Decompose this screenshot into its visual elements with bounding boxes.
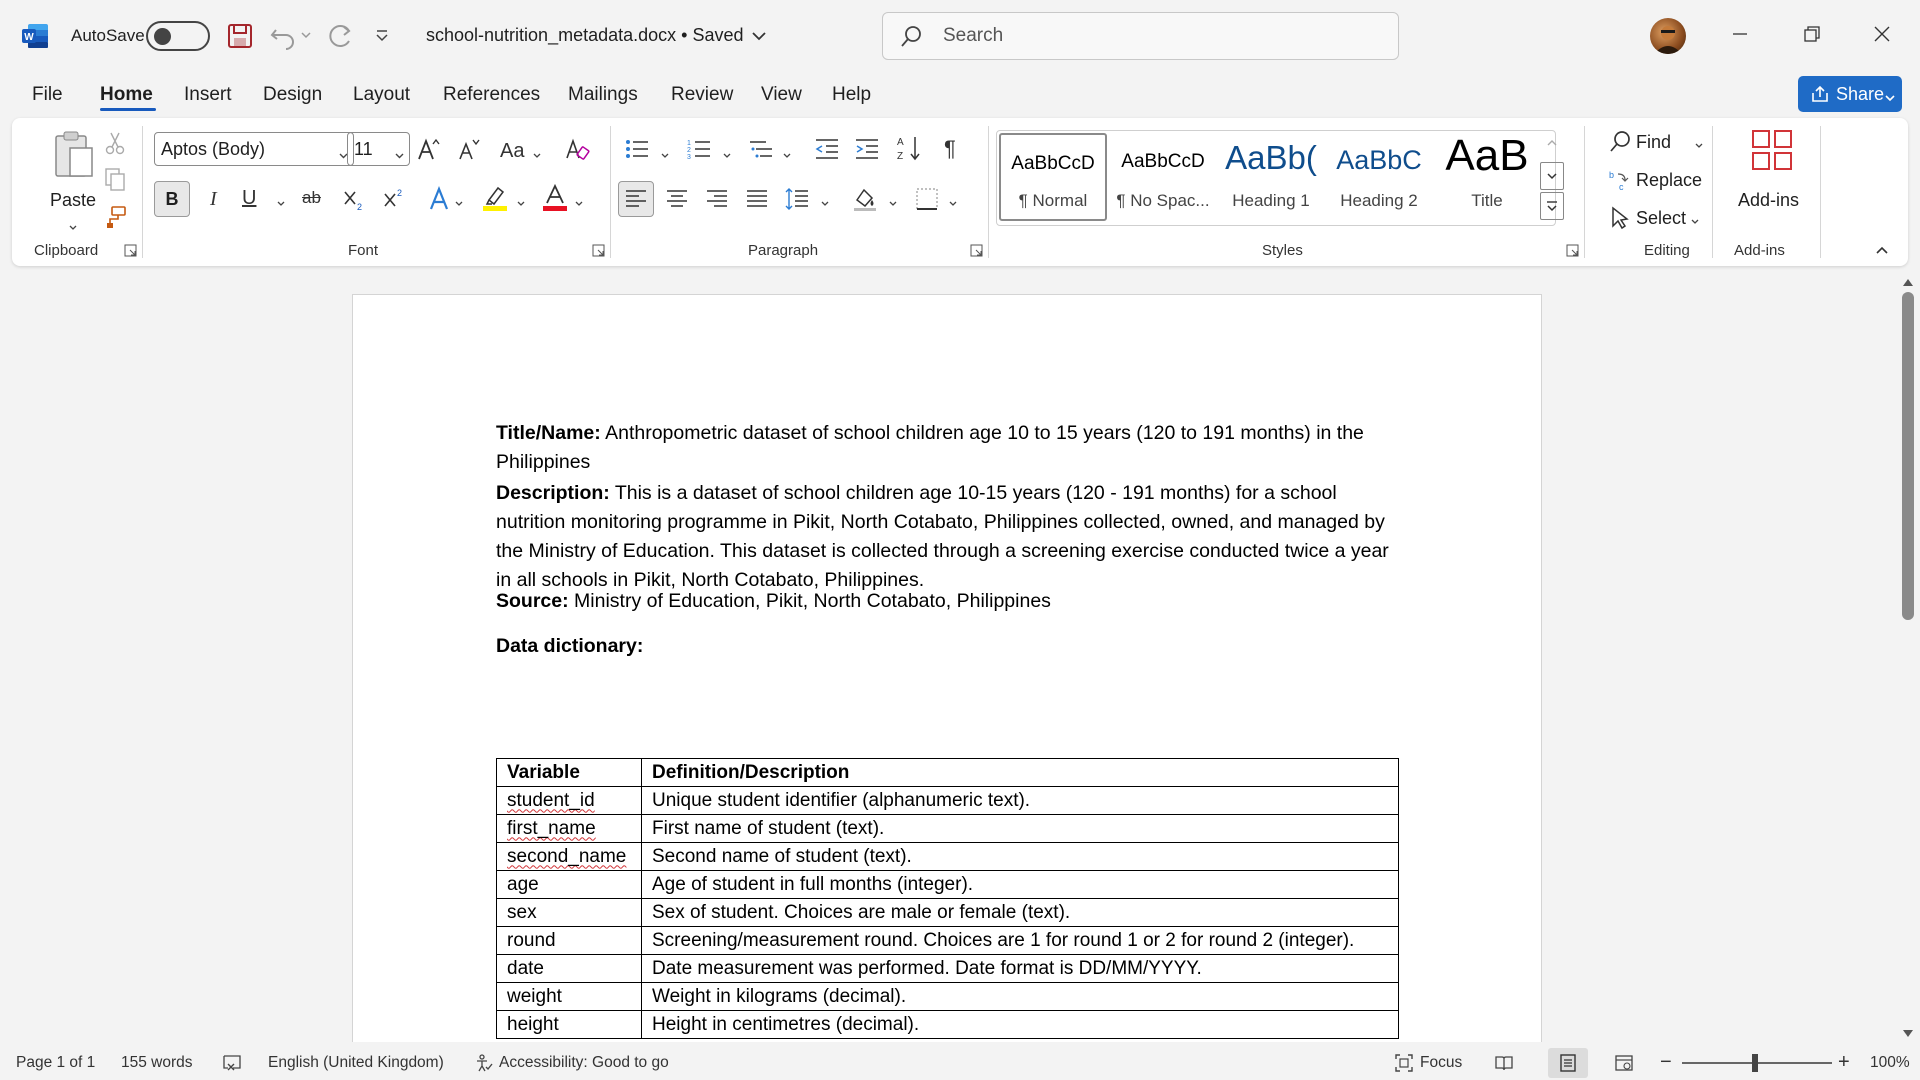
format-painter-icon[interactable] (102, 204, 128, 230)
style-no-spacing[interactable] (1109, 131, 1217, 225)
table-cell[interactable]: Unique student identifier (alphanumeric text). (642, 787, 1399, 815)
styles-gallery[interactable] (996, 130, 1556, 226)
style-name: ¶ Normal (1018, 191, 1088, 210)
document-canvas (0, 270, 1900, 1042)
svg-text:2: 2 (397, 188, 403, 198)
svg-text:3: 3 (687, 154, 691, 161)
chevron-down-icon[interactable] (300, 28, 312, 40)
search-input[interactable] (943, 23, 1363, 49)
add-ins-label: Add-ins (1738, 190, 1800, 210)
table-cell[interactable]: height (497, 1011, 642, 1039)
multilevel-list-icon[interactable] (748, 136, 774, 162)
paragraph-group-label: Paragraph (748, 242, 819, 259)
style-heading-2[interactable] (1325, 131, 1433, 225)
vertical-scrollbar[interactable] (1900, 270, 1920, 1042)
chevron-down-icon (394, 145, 405, 156)
table-row (497, 843, 1399, 871)
chevron-down-icon (68, 220, 78, 230)
change-case-button[interactable]: Aa (500, 140, 525, 162)
tab-design[interactable]: Design (263, 84, 323, 105)
line-spacing-icon[interactable] (784, 186, 810, 212)
table-header-cell[interactable]: Variable (497, 759, 642, 787)
share-button[interactable] (1798, 76, 1902, 112)
chevron-down-icon[interactable] (888, 196, 898, 206)
dictionary-label: Data dictionary: (496, 635, 644, 657)
chevron-down-icon[interactable] (660, 148, 670, 158)
chevron-down-icon[interactable] (574, 196, 584, 206)
gallery-more-icon[interactable] (1540, 192, 1564, 220)
customize-toolbar-icon[interactable] (372, 27, 392, 45)
style-sample: AaBbCcD (1011, 153, 1095, 174)
tab-help[interactable]: Help (832, 84, 872, 105)
tab-home[interactable]: Home (100, 84, 153, 105)
bold-button[interactable]: B (154, 181, 190, 217)
search-icon (1608, 130, 1632, 159)
tab-file[interactable]: File (32, 84, 63, 105)
read-mode-icon[interactable] (1494, 1053, 1514, 1073)
shrink-font-icon[interactable] (456, 136, 482, 162)
scrollbar-thumb[interactable] (1902, 292, 1914, 620)
table-header-cell[interactable]: Definition/Description (642, 759, 1399, 787)
ribbon-separator (1584, 126, 1585, 258)
chevron-down-icon[interactable] (276, 196, 286, 206)
ribbon-tabs (0, 78, 1920, 114)
autosave-label: AutoSave (71, 26, 145, 45)
table-cell[interactable]: date (497, 955, 642, 983)
source-label: Source: (496, 590, 569, 612)
svg-text:b: b (1609, 170, 1615, 180)
svg-text:2: 2 (687, 147, 691, 154)
svg-text:2: 2 (357, 202, 363, 212)
find-button[interactable] (1596, 128, 1716, 156)
proofing-icon[interactable] (222, 1053, 242, 1073)
table-header-row (497, 759, 1399, 787)
document-title[interactable]: school-nutrition_metadata.docx • Saved (426, 25, 744, 45)
strikethrough-button[interactable]: ab (302, 188, 321, 207)
table-cell[interactable]: first_name (507, 817, 596, 839)
cut-icon[interactable] (102, 130, 128, 156)
table-row (497, 787, 1399, 815)
description-paragraph[interactable] (496, 479, 1406, 595)
table-row (497, 955, 1399, 983)
scroll-down-icon[interactable] (1902, 1026, 1914, 1036)
shading-icon[interactable] (852, 186, 878, 212)
search-icon (899, 25, 923, 49)
chevron-up-icon[interactable] (1545, 136, 1559, 155)
undo-icon[interactable] (268, 22, 298, 50)
ribbon-separator (1820, 126, 1821, 258)
focus-icon[interactable] (1394, 1053, 1414, 1073)
tab-view[interactable]: View (761, 84, 802, 105)
zoom-in-button[interactable]: + (1838, 1051, 1850, 1073)
paste-label: Paste (50, 190, 97, 210)
style-sample: AaB (1445, 131, 1529, 180)
tab-references[interactable]: References (443, 84, 541, 105)
title-bar (0, 0, 1920, 72)
ribbon-separator (1712, 126, 1713, 258)
focus-mode-button[interactable]: Focus (1420, 1054, 1463, 1071)
style-normal[interactable] (999, 133, 1107, 221)
font-size-select[interactable] (347, 132, 410, 166)
zoom-level[interactable]: 100% (1870, 1054, 1910, 1071)
add-ins-button[interactable] (1724, 128, 1820, 238)
language-status[interactable]: English (United Kingdom) (268, 1054, 444, 1071)
table-row (497, 983, 1399, 1011)
chevron-down-icon[interactable] (948, 196, 958, 206)
status-bar (0, 1046, 1920, 1080)
replace-label: Replace (1636, 170, 1703, 190)
svg-text:Z: Z (897, 151, 904, 162)
table-cell[interactable]: First name of student (text). (642, 815, 1399, 843)
redo-icon[interactable] (324, 22, 354, 50)
table-cell[interactable]: Weight in kilograms (decimal). (642, 983, 1399, 1011)
style-sample: AaBbCcD (1121, 151, 1205, 172)
chevron-down-icon[interactable] (750, 27, 768, 45)
style-name: Title (1471, 191, 1503, 210)
table-cell[interactable]: weight (497, 983, 642, 1011)
table-cell[interactable]: Sex of student. Choices are male or female (text). (642, 899, 1399, 927)
add-ins-group-label: Add-ins (1734, 242, 1785, 259)
dictionary-heading[interactable] (496, 632, 1406, 661)
tab-review[interactable]: Review (671, 84, 734, 105)
web-layout-icon[interactable] (1614, 1053, 1634, 1073)
table-row (497, 871, 1399, 899)
bullets-icon[interactable] (624, 136, 650, 162)
dialog-launcher-icon[interactable] (124, 244, 137, 257)
chevron-down-icon[interactable] (722, 148, 732, 158)
select-label: Select (1636, 208, 1687, 228)
print-layout-icon (1558, 1053, 1578, 1073)
table-row (497, 815, 1399, 843)
chevron-down-icon (1690, 214, 1700, 224)
tab-insert[interactable]: Insert (184, 84, 232, 105)
accessibility-status[interactable]: Accessibility: Good to go (499, 1054, 669, 1071)
source-text: Ministry of Education, Pikit, North Cotabato, Philippines (568, 590, 1051, 612)
table-cell[interactable]: second_name (507, 845, 627, 867)
copy-icon[interactable] (102, 166, 128, 192)
editing-group-label: Editing (1644, 242, 1690, 259)
title-text: Anthropometric dataset of school children age 10 to 15 years (120 to 191 months) in the Philippines (496, 422, 1364, 473)
font-size-value: 11 (354, 139, 373, 159)
restore-icon[interactable] (1800, 22, 1824, 46)
ribbon-separator (988, 126, 989, 258)
chevron-down-icon[interactable] (782, 148, 792, 158)
highlight-icon[interactable] (482, 184, 508, 210)
style-name: ¶ No Spac... (1116, 191, 1210, 210)
description-text: This is a dataset of school children age 10-15 years (120 - 191 months) for a school nutrition monitoring programme in Pikit, North Cotabato, Philippines collected, owned, and managed by the Ministry of Education. This dataset is collected through a screening exercise conducted twice a year in all schools in Pikit, North Cotabato, Philippines. (496, 482, 1389, 591)
word-count[interactable]: 155 words (121, 1054, 193, 1071)
font-color-icon[interactable] (542, 184, 568, 210)
chevron-down-icon (1694, 138, 1704, 148)
show-formatting-marks-button[interactable]: ¶ (944, 136, 956, 161)
active-tab-indicator (100, 108, 156, 111)
style-title[interactable] (1433, 131, 1541, 225)
borders-icon[interactable] (914, 186, 940, 212)
data-dictionary-table[interactable] (496, 758, 1399, 1039)
font-group-label: Font (348, 242, 379, 259)
table-cell[interactable]: round (497, 927, 642, 955)
tab-mailings[interactable]: Mailings (568, 84, 638, 105)
title-label: Title/Name: (496, 422, 601, 444)
align-left-button[interactable] (618, 181, 654, 217)
table-row (497, 1011, 1399, 1039)
styles-group-label: Styles (1262, 242, 1303, 259)
description-label: Description: (496, 482, 610, 504)
table-cell[interactable]: Age of student in full months (integer). (642, 871, 1399, 899)
text-effects-icon[interactable] (428, 186, 454, 212)
svg-text:c: c (1619, 182, 1624, 192)
minimize-icon[interactable] (1728, 22, 1752, 46)
justify-icon[interactable] (744, 186, 770, 212)
clear-formatting-icon[interactable] (564, 136, 590, 162)
underline-button[interactable]: U (242, 187, 257, 209)
document-page[interactable] (352, 294, 1542, 1042)
select-button[interactable] (1596, 204, 1716, 232)
italic-button[interactable]: I (210, 188, 217, 210)
source-paragraph[interactable] (496, 587, 1406, 616)
svg-text:1: 1 (687, 140, 691, 147)
style-name: Heading 2 (1340, 191, 1418, 210)
sort-icon[interactable] (896, 134, 922, 160)
zoom-slider-thumb[interactable] (1752, 1054, 1758, 1072)
table-cell[interactable]: Date measurement was performed. Date format is DD/MM/YYYY. (642, 955, 1399, 983)
zoom-out-button[interactable]: − (1660, 1051, 1672, 1073)
accessibility-icon[interactable] (474, 1053, 494, 1073)
svg-text:A: A (897, 137, 904, 148)
close-icon[interactable] (1870, 22, 1894, 46)
chevron-down-icon[interactable] (516, 196, 526, 206)
find-label: Find (1636, 132, 1672, 152)
scroll-up-icon[interactable] (1902, 274, 1914, 284)
grow-font-icon[interactable] (416, 136, 442, 162)
add-ins-icon (1750, 128, 1794, 177)
collapse-ribbon-icon[interactable] (1874, 242, 1890, 263)
avatar[interactable] (1650, 18, 1686, 54)
share-label: Share (1836, 84, 1885, 104)
font-name-select[interactable] (154, 132, 354, 166)
styles-gallery-scroll[interactable] (1540, 130, 1564, 226)
search-box[interactable] (882, 12, 1399, 60)
replace-icon (1608, 168, 1632, 197)
ribbon-separator (142, 126, 143, 258)
font-name-value: Aptos (Body) (161, 139, 266, 159)
paste-icon (52, 130, 96, 185)
align-right-icon[interactable] (704, 186, 730, 212)
align-left-icon (623, 186, 649, 212)
superscript-icon[interactable] (382, 186, 408, 212)
numbering-icon[interactable] (686, 136, 712, 162)
dialog-launcher-icon[interactable] (970, 244, 983, 257)
cursor-icon (1608, 206, 1632, 235)
style-name: Heading 1 (1232, 191, 1310, 210)
page-count[interactable]: Page 1 of 1 (16, 1054, 96, 1071)
paste-button[interactable] (38, 128, 108, 238)
ribbon (12, 118, 1908, 266)
word-logo-icon (22, 24, 48, 48)
autosave-toggle[interactable] (146, 21, 210, 51)
chevron-down-icon[interactable] (1540, 162, 1564, 190)
chevron-down-icon[interactable] (454, 196, 464, 206)
dialog-launcher-icon[interactable] (592, 244, 605, 257)
table-cell[interactable]: Second name of student (text). (642, 843, 1399, 871)
table-row (497, 899, 1399, 927)
style-sample: AaBbC (1336, 145, 1422, 175)
style-sample: AaBb( (1225, 139, 1317, 176)
increase-indent-icon[interactable] (854, 136, 880, 162)
subscript-icon[interactable] (342, 186, 368, 212)
chevron-down-icon[interactable] (820, 196, 830, 206)
svg-text:W: W (24, 32, 34, 43)
tab-layout[interactable]: Layout (353, 84, 411, 105)
clipboard-group-label: Clipboard (34, 242, 99, 259)
save-icon[interactable] (226, 22, 254, 50)
table-row (497, 927, 1399, 955)
table-cell[interactable]: age (497, 871, 642, 899)
ribbon-separator (610, 126, 611, 258)
replace-button[interactable] (1596, 166, 1716, 194)
decrease-indent-icon[interactable] (814, 136, 840, 162)
align-center-icon[interactable] (664, 186, 690, 212)
dialog-launcher-icon[interactable] (1566, 244, 1579, 257)
table-cell[interactable]: Height in centimetres (decimal). (642, 1011, 1399, 1039)
table-cell[interactable]: sex (497, 899, 642, 927)
table-cell[interactable]: Screening/measurement round. Choices are 1 for round 1 or 2 for round 2 (integer). (642, 927, 1399, 955)
table-cell[interactable]: student_id (507, 789, 595, 811)
chevron-down-icon (1884, 88, 1896, 100)
style-heading-1[interactable] (1217, 131, 1325, 225)
title-paragraph[interactable] (496, 419, 1406, 477)
chevron-down-icon[interactable] (532, 148, 542, 158)
print-layout-view[interactable] (1548, 1048, 1588, 1078)
share-icon (1810, 84, 1830, 104)
